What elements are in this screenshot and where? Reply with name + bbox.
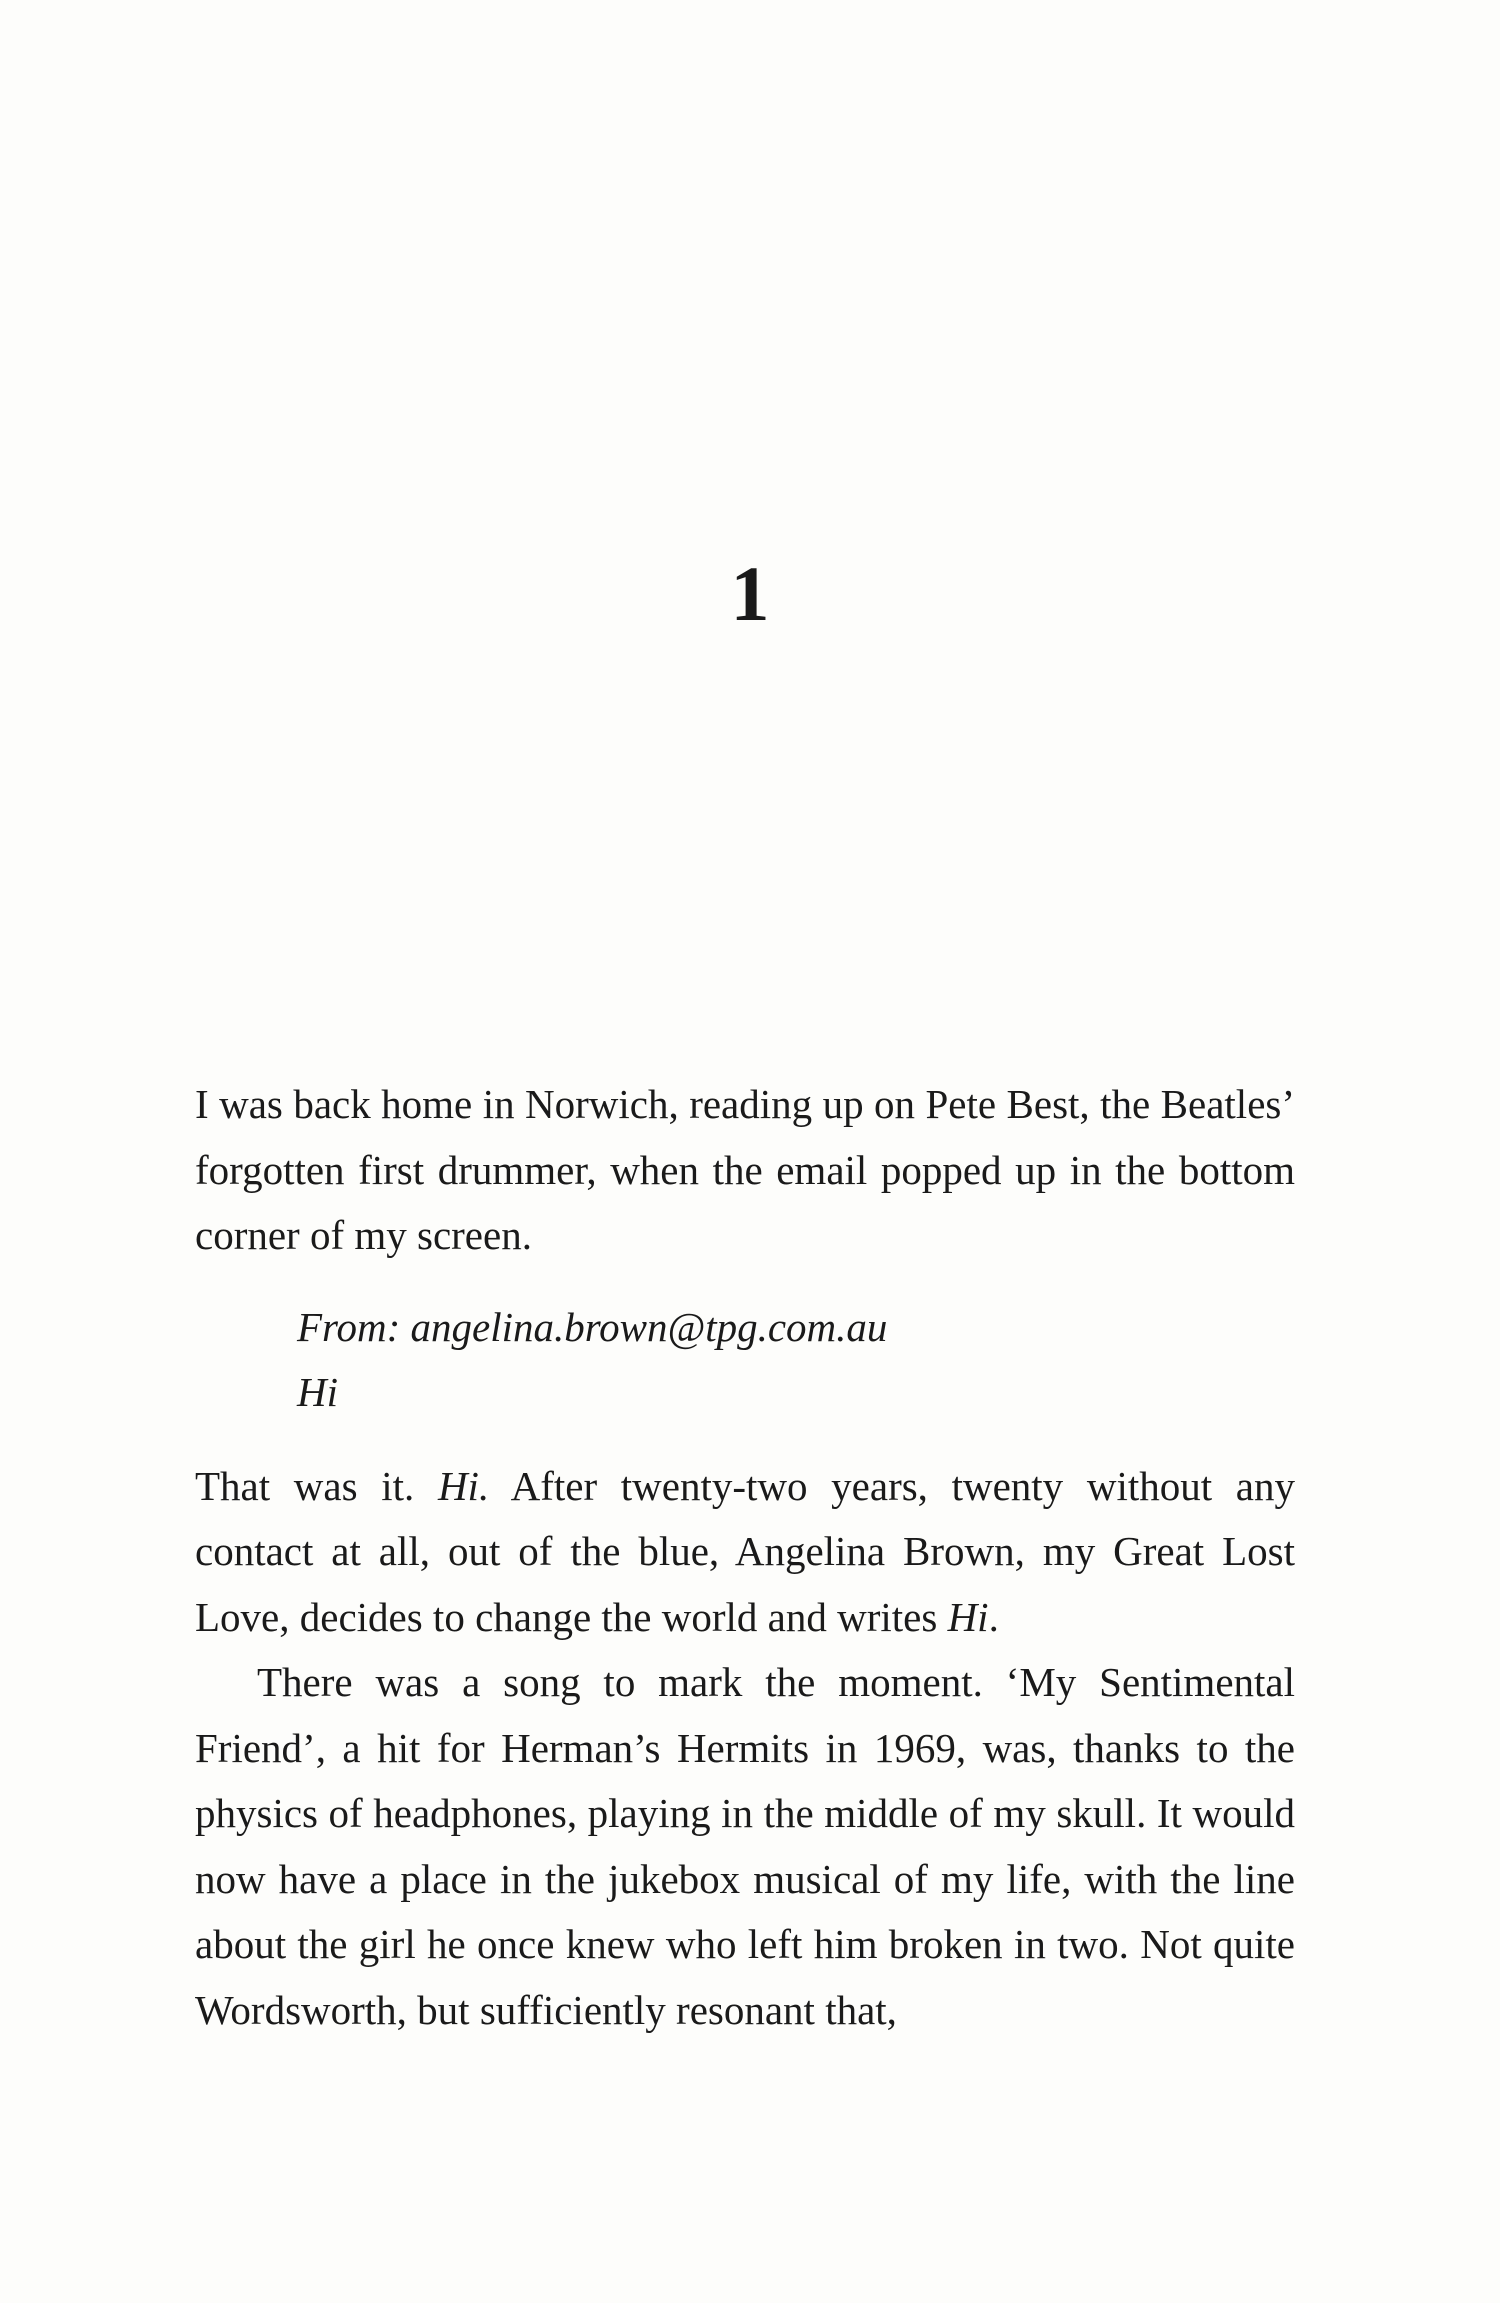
paragraph-2-text-a: That was it. <box>195 1462 438 1509</box>
paragraph-2-emphasis-a: Hi. <box>437 1462 490 1509</box>
paragraph-2-text-c: . <box>988 1593 999 1640</box>
paragraph-2 <box>195 1454 1295 1651</box>
paragraph-2-text-b: After twenty-two years, twenty without any contact at all, out of the blue, Angelina Brown, my Great Lost Love, decides to change the world and writes <box>195 1462 1295 1640</box>
email-excerpt <box>297 1295 1295 1426</box>
chapter-number: 1 <box>730 550 770 637</box>
paragraph-2-emphasis-b: Hi <box>947 1593 989 1640</box>
paragraph-3: There was a song to mark the moment. ‘My Sentimental Friend’, a hit for Herman’s Hermits in 1969, was, thanks to the physics of headphones, playing in the middle of my skull. It would now have a place in the jukebox musical of my life, with the line about the girl he once knew who left him broken in two. Not quite Wordsworth, but sufficiently resonant that, <box>195 1659 1295 2033</box>
email-from-line: From: angelina.brown@tpg.com.au <box>297 1303 888 1350</box>
paragraph-1: I was back home in Norwich, reading up on Pete Best, the Beatles’ forgotten first drummer, when the email popped up in the bottom corner of my screen. <box>195 1081 1295 1258</box>
email-body-line: Hi <box>297 1369 338 1415</box>
body-text <box>195 1072 1295 2043</box>
